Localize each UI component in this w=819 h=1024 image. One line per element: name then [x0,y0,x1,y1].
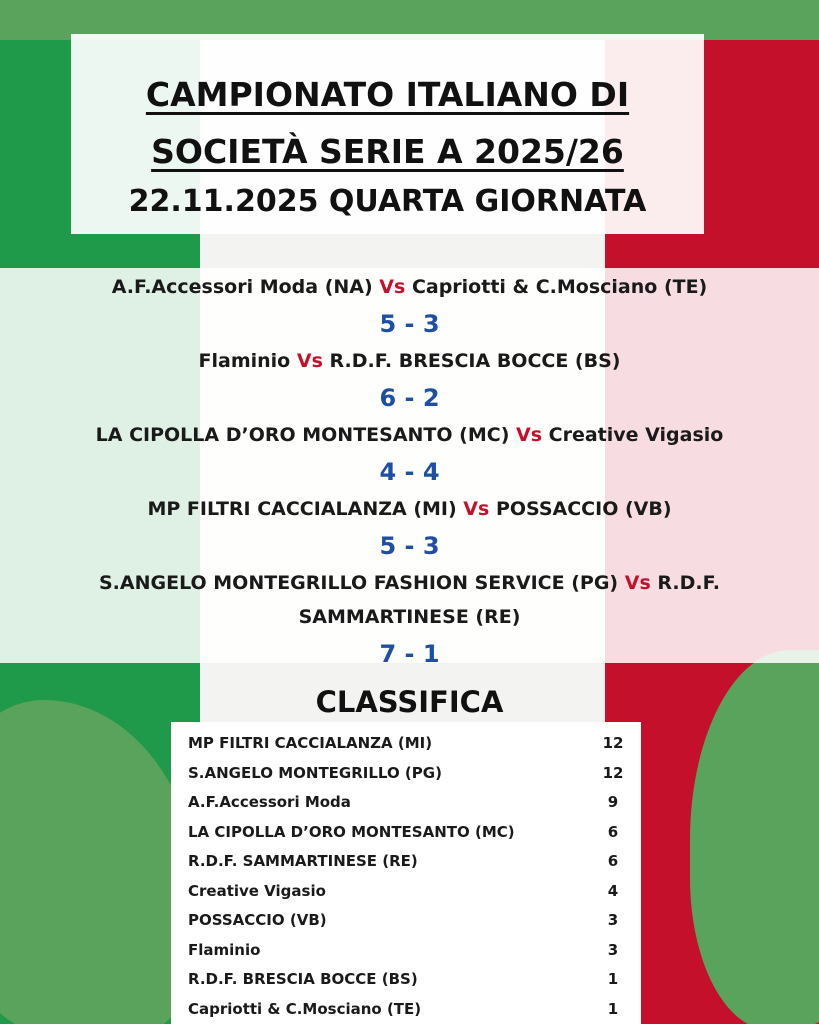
standings-row [188,786,628,816]
match-1 [0,270,819,304]
away-team: R.D.F. BRESCIA BOCCE (BS) [329,350,621,372]
standings-row [188,727,628,757]
standings-row [188,934,628,964]
home-team: Flaminio [198,350,291,372]
page-title [71,66,704,180]
match-1-score: 5 - 3 [379,310,440,338]
standings-row [188,757,628,787]
match-results [0,270,819,674]
team-points: 3 [607,911,619,929]
team-points: 6 [607,823,619,841]
away-team: Capriotti & C.Mosciano (TE) [411,276,708,298]
title-box [71,34,704,234]
standings-title: CLASSIFICA [315,685,504,719]
team-name: R.D.F. SAMMARTINESE (RE) [188,852,418,870]
team-name: LA CIPOLLA D’ORO MONTESANTO (MC) [188,823,515,841]
team-points: 12 [602,764,624,782]
away-team: Creative Vigasio [548,424,724,446]
match-2-score: 6 - 2 [379,384,440,412]
match-3-score: 4 - 4 [379,458,440,486]
vs-label: Vs [463,498,490,520]
home-team: LA CIPOLLA D’ORO MONTESANTO (MC) [95,424,510,446]
title-line-2: SOCIETÀ SERIE A 2025/26 [151,132,624,171]
away-team: POSSACCIO (VB) [495,498,672,520]
team-points: 3 [607,941,619,959]
match-4 [0,492,819,526]
match-5 [0,566,819,634]
vs-label: Vs [516,424,543,446]
standings-row [188,816,628,846]
team-name: Flaminio [188,941,261,959]
team-points: 12 [602,734,624,752]
team-points: 1 [607,1000,619,1018]
standings-row [188,904,628,934]
team-name: Creative Vigasio [188,882,326,900]
away-team: R.D.F. [657,572,720,594]
home-team: A.F.Accessori Moda (NA) [111,276,373,298]
standings-table [171,722,641,1024]
vs-label: Vs [624,572,651,594]
team-name: POSSACCIO (VB) [188,911,327,929]
standings-row [188,993,628,1023]
title-line-1: CAMPIONATO ITALIANO DI [145,75,630,114]
home-team: MP FILTRI CACCIALANZA (MI) [147,498,464,520]
match-4-score: 5 - 3 [379,532,440,560]
vs-label: Vs [379,276,406,298]
team-name: Capriotti & C.Mosciano (TE) [188,1000,422,1018]
vs-label: Vs [296,350,323,372]
team-points: 9 [607,793,619,811]
team-points: 4 [607,882,619,900]
standings-row [188,875,628,905]
team-name: A.F.Accessori Moda [188,793,351,811]
team-name: S.ANGELO MONTEGRILLO (PG) [188,764,442,782]
match-3 [0,418,819,452]
standings-row [188,845,628,875]
team-points: 1 [607,970,619,988]
team-name: MP FILTRI CACCIALANZA (MI) [188,734,433,752]
page-subtitle: 22.11.2025 QUARTA GIORNATA [128,184,647,219]
home-team: S.ANGELO MONTEGRILLO FASHION SERVICE (PG) [99,572,619,594]
team-points: 6 [607,852,619,870]
team-name: R.D.F. BRESCIA BOCCE (BS) [188,970,418,988]
away-team-line-2: SAMMARTINESE (RE) [298,606,521,628]
match-2 [0,344,819,378]
standings-row [188,963,628,993]
match-5-score: 7 - 1 [379,640,440,668]
